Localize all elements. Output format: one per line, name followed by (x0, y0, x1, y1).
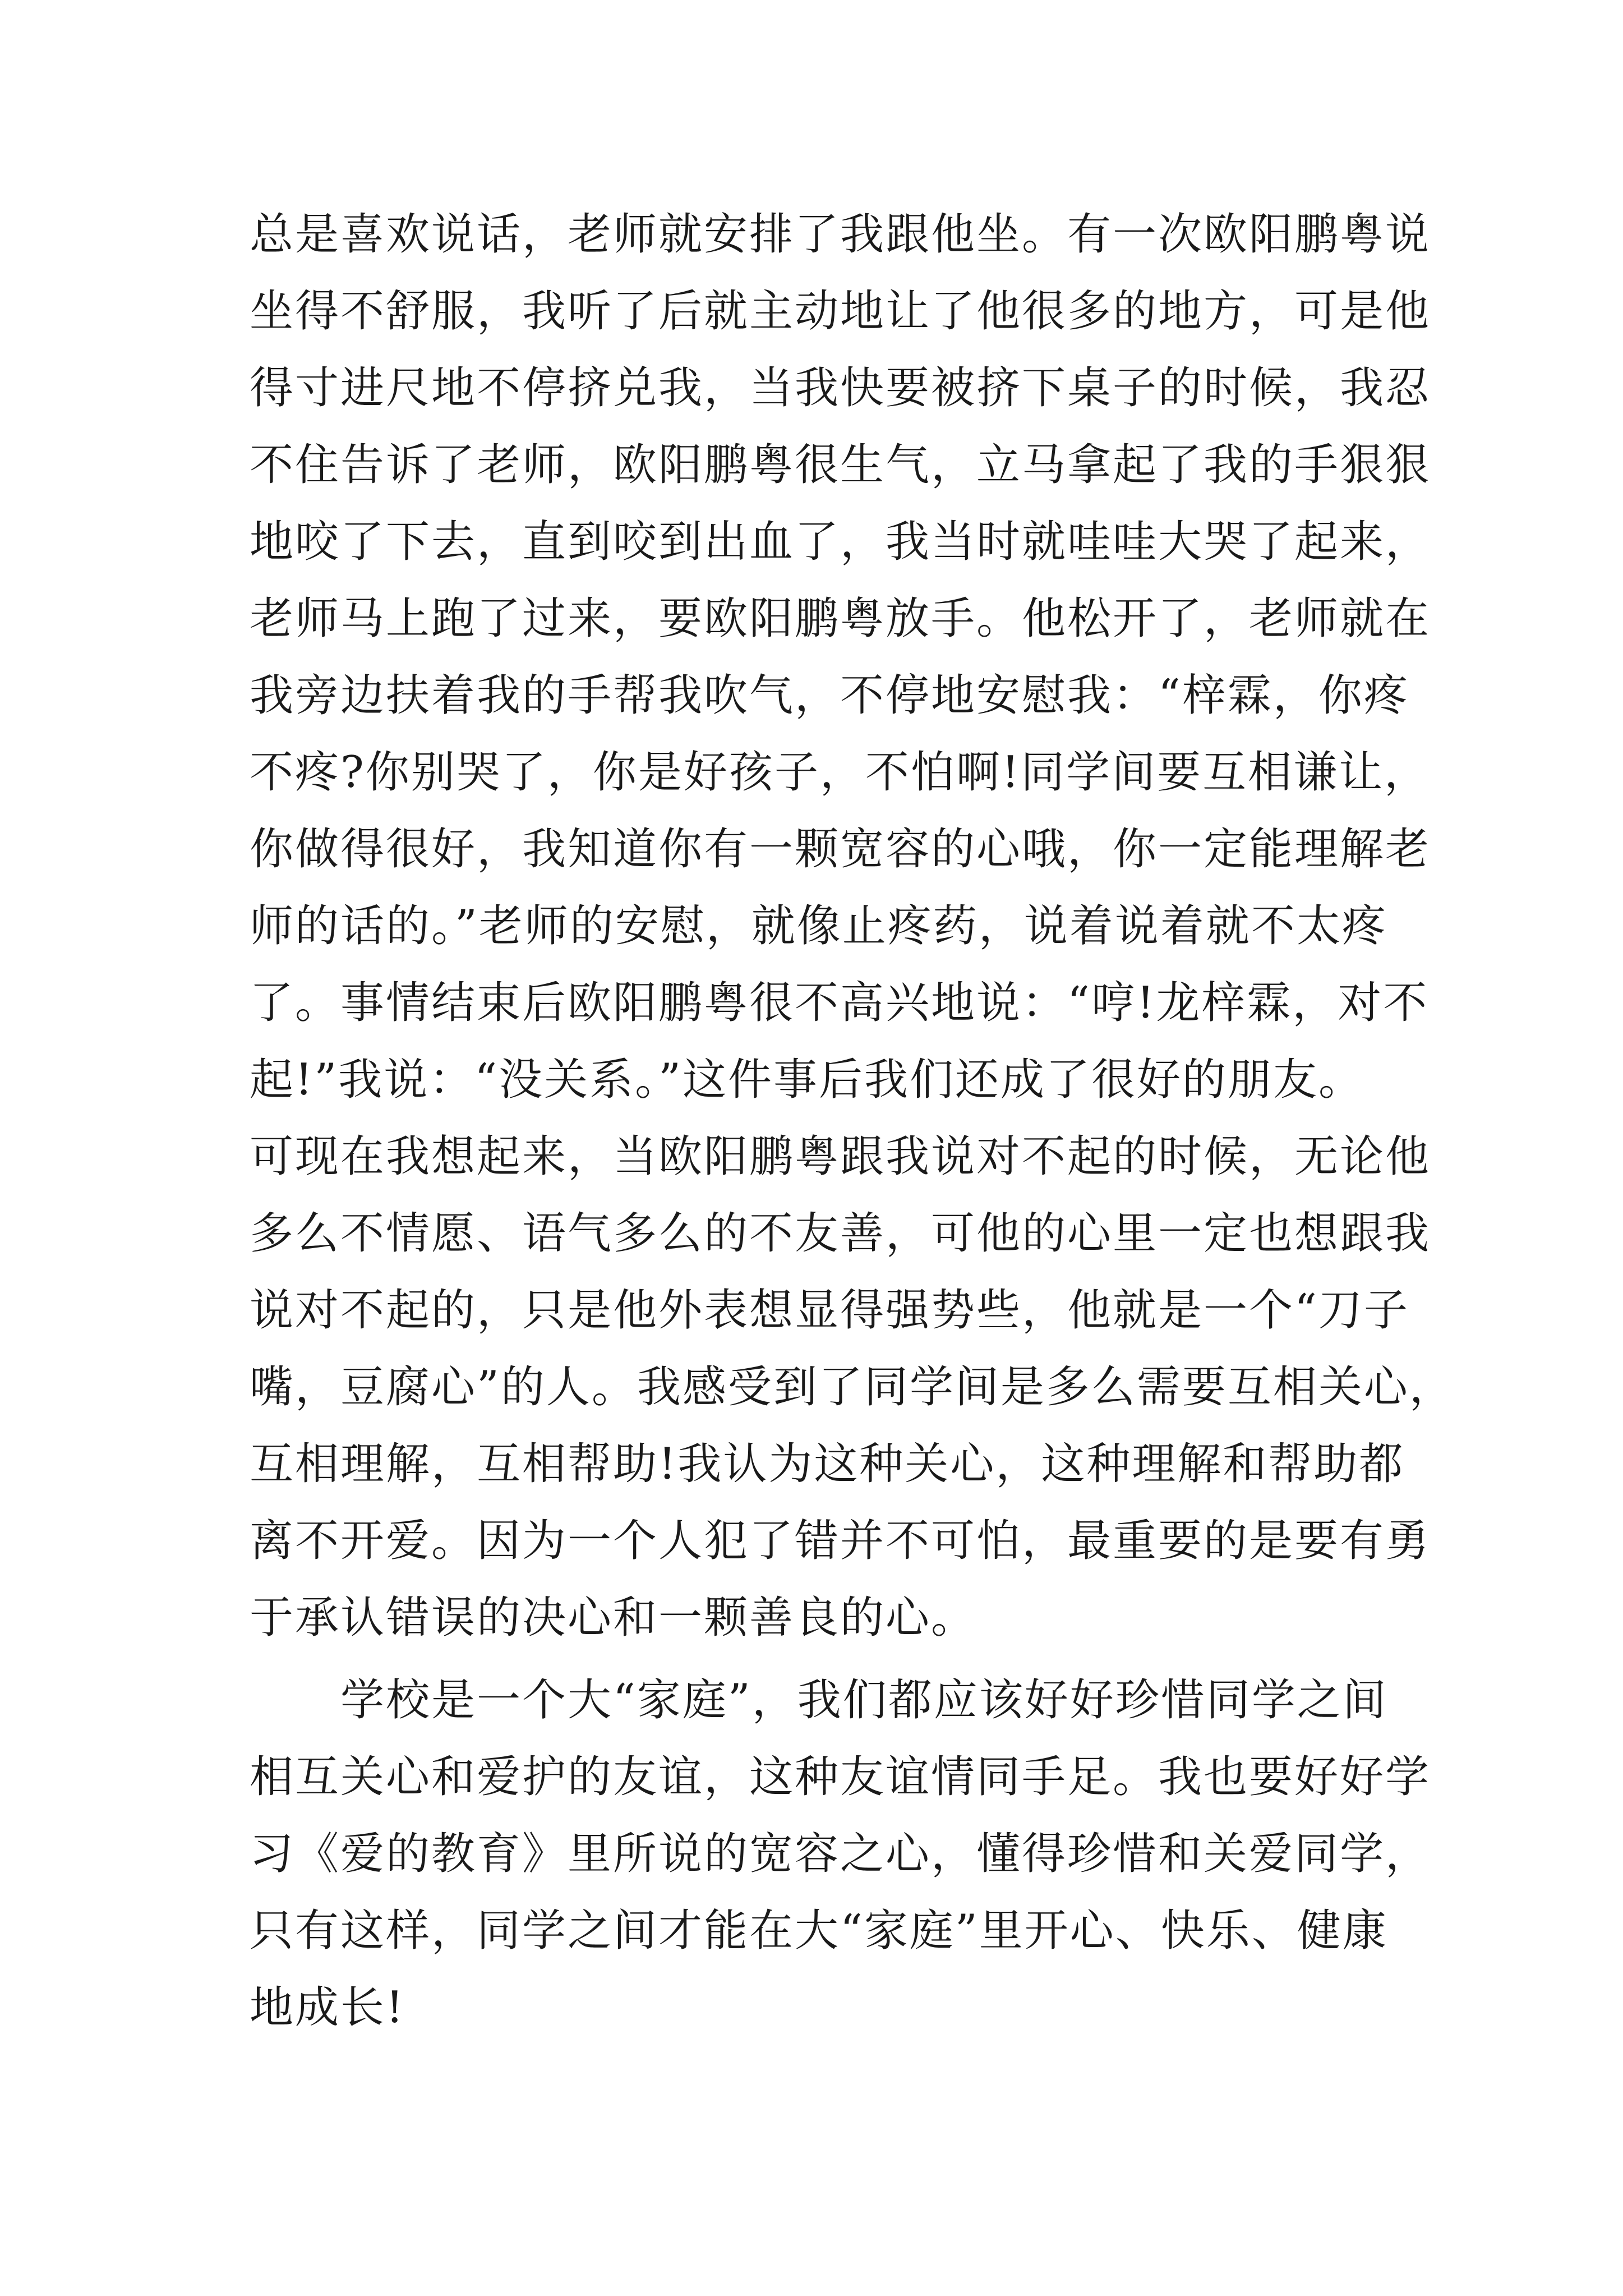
paragraph-2 (250, 1662, 1431, 2046)
text-line: 起!”我说：“没关系。”这件事后我们还成了很好的朋友。 (250, 1055, 1364, 1105)
text-line: 不疼?你别哭了，你是好孩子，不怕啊!同学间要互相谦让， (250, 747, 1430, 798)
text-line: 离不开爱。因为一个人犯了错并不可怕，最重要的是要有勇 (250, 1516, 1431, 1566)
text-line: 说对不起的，只是他外表想显得强势些，他就是一个“刀子 (250, 1285, 1409, 1336)
paragraph-gap (250, 1657, 1394, 1662)
text-line: 习《爱的教育》里所说的宽容之心，懂得珍惜和关爱同学， (250, 1829, 1431, 1879)
text-line: 互相理解，互相帮助!我认为这种关心，这种理解和帮助都 (250, 1439, 1405, 1489)
text-line: 总是喜欢说话，老师就安排了我跟他坐。有一次欧阳鹏粤说 (250, 209, 1431, 260)
text-line: 师的话的。”老师的安慰，就像止疼药，说着说着就不太疼 (250, 901, 1387, 951)
text-line: 可现在我想起来，当欧阳鹏粤跟我说对不起的时候，无论他 (250, 1131, 1431, 1182)
text-line: 不住告诉了老师，欧阳鹏粤很生气，立马拿起了我的手狠狠 (250, 440, 1431, 490)
text-line: 我旁边扶着我的手帮我吹气，不停地安慰我：“梓霖，你疼 (250, 670, 1409, 721)
text-line: 相互关心和爱护的友谊，这种友谊情同手足。我也要好好学 (250, 1752, 1431, 1802)
text-line: 地成长! (250, 1982, 405, 2033)
text-line: 你做得很好，我知道你有一颗宽容的心哦，你一定能理解老 (250, 824, 1431, 875)
text-line: 于承认错误的决心和一颗善良的心。 (250, 1593, 977, 1643)
text-line: 只有这样，同学之间才能在大“家庭”里开心、快乐、健康 (250, 1906, 1388, 1956)
text-line: 嘴，豆腐心”的人。我感受到了同学间是多么需要互相关心， (250, 1362, 1455, 1412)
text-line: 老师马上跑了过来，要欧阳鹏粤放手。他松开了，老师就在 (250, 593, 1431, 644)
text-line: 了。事情结束后欧阳鹏粤很不高兴地说：“哼!龙梓霖，对不 (250, 978, 1429, 1028)
paragraph-1 (250, 196, 1455, 1657)
text-line: 多么不情愿、语气多么的不友善，可他的心里一定也想跟我 (250, 1208, 1431, 1259)
text-line: 坐得不舒服，我听了后就主动地让了他很多的地方，可是他 (250, 286, 1431, 337)
document-body (250, 196, 1455, 2046)
text-line: 得寸进尺地不停挤兑我，当我快要被挤下桌子的时候，我忍 (250, 363, 1431, 413)
text-line: 学校是一个大“家庭”，我们都应该好好珍惜同学之间 (250, 1675, 1388, 1726)
text-line: 地咬了下去，直到咬到出血了，我当时就哇哇大哭了起来， (250, 517, 1431, 567)
